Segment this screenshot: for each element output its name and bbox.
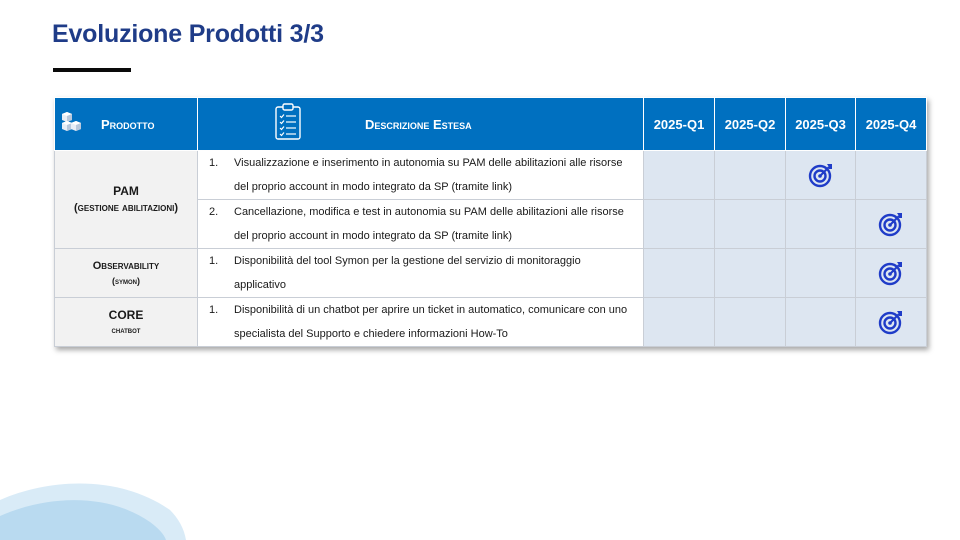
quarter-cell-q3 xyxy=(786,151,856,200)
header-q4: 2025-Q4 xyxy=(856,98,927,151)
target-icon xyxy=(808,162,834,188)
product-cell-observability xyxy=(55,249,198,298)
product-subtitle: chatbot xyxy=(111,325,141,336)
quarter-cell-q3 xyxy=(786,200,856,249)
quarter-cell-q1 xyxy=(644,200,715,249)
header-product-label: Prodotto xyxy=(101,116,155,132)
item-number: 1. xyxy=(209,255,219,267)
quarter-cell-q2 xyxy=(715,249,786,298)
quarter-cell-q1 xyxy=(644,249,715,298)
roadmap-table xyxy=(54,97,927,347)
quarter-cell-q3 xyxy=(786,298,856,347)
header-q3: 2025-Q3 xyxy=(786,98,856,151)
quarter-cell-q4 xyxy=(856,151,927,200)
description-cell xyxy=(198,200,644,249)
quarter-cell-q1 xyxy=(644,151,715,200)
product-name: PAM xyxy=(113,184,139,199)
description-cell xyxy=(198,249,644,298)
product-cell-core xyxy=(55,298,198,347)
table-row xyxy=(55,151,927,200)
item-description: Visualizzazione e inserimento in autonomia su PAM delle abilitazioni alle risorse del proprio account in modo integrato da SP (tramite link) xyxy=(234,157,623,193)
target-icon xyxy=(878,211,904,237)
quarter-cell-q2 xyxy=(715,298,786,347)
item-number: 2. xyxy=(209,206,219,218)
header-product xyxy=(55,98,198,151)
item-number: 1. xyxy=(209,157,219,169)
header-q1: 2025-Q1 xyxy=(644,98,715,151)
description-cell xyxy=(198,298,644,347)
quarter-cell-q4 xyxy=(856,200,927,249)
description-cell xyxy=(198,151,644,200)
header-description-label: Descrizione Estesa xyxy=(365,116,472,132)
header-description xyxy=(198,98,644,151)
header-q2: 2025-Q2 xyxy=(715,98,786,151)
quarter-cell-q4 xyxy=(856,249,927,298)
page-title: Evoluzione Prodotti 3/3 xyxy=(52,20,324,48)
product-name: Observability xyxy=(92,260,160,272)
item-description: Cancellazione, modifica e test in autonomia su PAM delle abilitazioni alle risorse del proprio account in modo integrato da SP (tramite link) xyxy=(234,206,624,242)
quarter-cell-q2 xyxy=(715,200,786,249)
product-subtitle: (gestione abilitazioni) xyxy=(73,202,178,215)
title-underline xyxy=(53,68,131,72)
cubes-icon xyxy=(58,109,84,140)
decorative-wave xyxy=(0,470,200,540)
target-icon xyxy=(878,309,904,335)
table-row xyxy=(55,249,927,298)
product-cell-pam xyxy=(55,151,198,249)
quarter-cell-q1 xyxy=(644,298,715,347)
clipboard-checklist-icon xyxy=(274,103,302,146)
item-number: 1. xyxy=(209,304,219,316)
target-icon xyxy=(878,260,904,286)
item-description: Disponibilità di un chatbot per aprire un ticket in automatico, comunicare con uno specialista del Supporto e chiedere informazioni How-To xyxy=(234,304,628,340)
item-description: Disponibilità del tool Symon per la gestione del servizio di monitoraggio applicativo xyxy=(234,255,581,291)
quarter-cell-q3 xyxy=(786,249,856,298)
product-subtitle: (symon) xyxy=(112,275,140,286)
table-header-row xyxy=(55,98,927,151)
quarter-cell-q4 xyxy=(856,298,927,347)
quarter-cell-q2 xyxy=(715,151,786,200)
table-row xyxy=(55,298,927,347)
product-name: CORE xyxy=(108,308,144,323)
